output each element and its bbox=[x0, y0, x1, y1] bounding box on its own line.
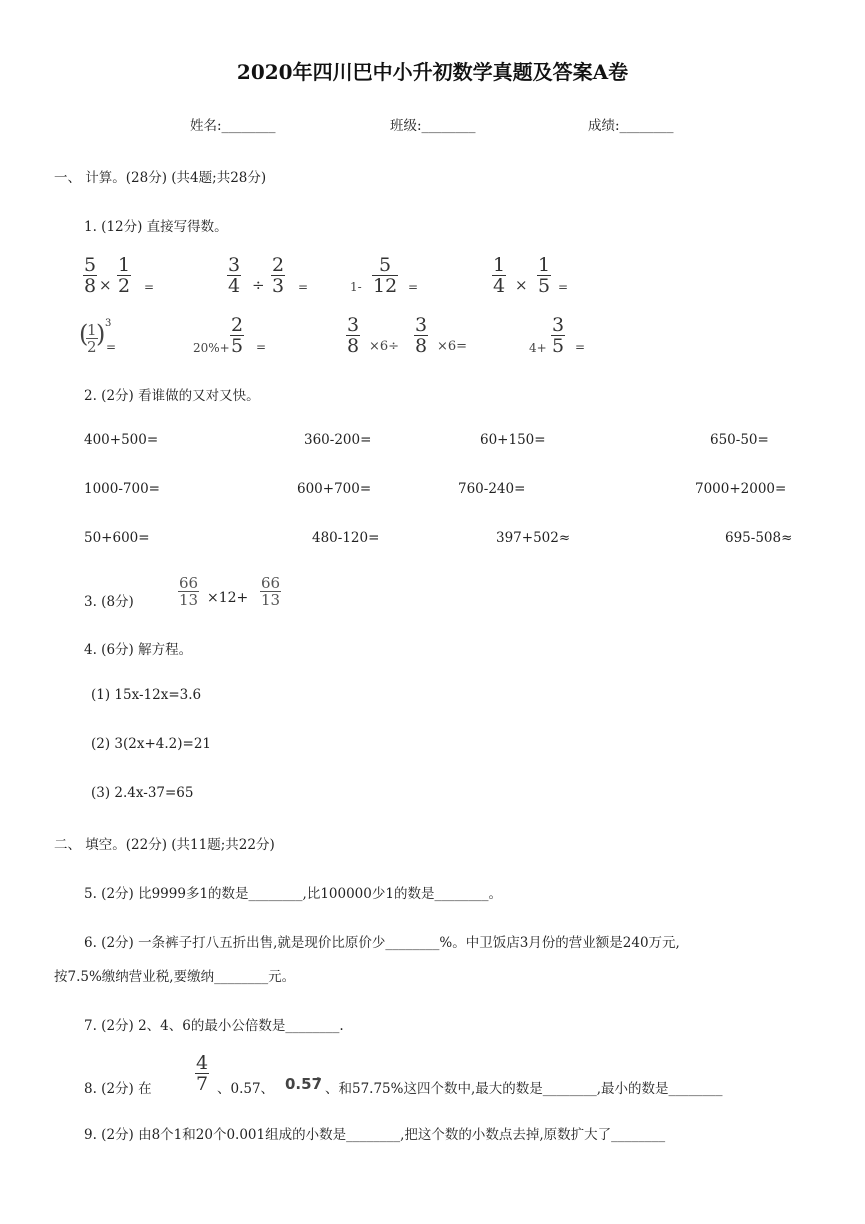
fraction: $\frac{1}{2}$ bbox=[118, 254, 131, 297]
question-1-label: 1. (12分) 直接写得数。 bbox=[84, 219, 228, 235]
equals: = bbox=[144, 280, 155, 294]
equals: = bbox=[106, 340, 117, 354]
open-paren: ( bbox=[79, 320, 89, 348]
equation-item: (2) 3(2x+4.2)=21 bbox=[91, 736, 212, 752]
question-8-mid: 、0.57、 bbox=[217, 1081, 275, 1097]
equation-item: (3) 2.4x-37=65 bbox=[91, 785, 194, 801]
equals: = bbox=[575, 340, 586, 354]
calc-item: 760-240= bbox=[458, 481, 526, 497]
calc-item: 397+502≈ bbox=[496, 530, 571, 546]
question-8-pre: 8. (2分) 在 bbox=[84, 1081, 152, 1097]
fraction: $\frac{2}{5}$ bbox=[231, 314, 244, 357]
fraction: $\frac{3}{5}$ bbox=[552, 314, 565, 357]
question-9: 9. (2分) 由8个1和20个0.001组成的小数是________,把这个数的小数点去掉,原数扩大了________ bbox=[84, 1127, 666, 1143]
operator: × bbox=[99, 276, 112, 294]
close-paren: ) bbox=[96, 320, 106, 348]
calc-item: 7000+2000= bbox=[695, 481, 787, 497]
question-6-line-1: 6. (2分) 一条裤子打八五折出售,就是现价比原价少________%。中卫饭店3月份的营业额是240万元, bbox=[84, 935, 680, 951]
fraction: $\frac{3}{8}$ bbox=[415, 314, 428, 357]
question-8-post: 、和57.75%这四个数中,最大的数是________,最小的数是________ bbox=[325, 1081, 723, 1097]
calc-item: 600+700= bbox=[297, 481, 372, 497]
question-3-label: 3. (8分) bbox=[84, 594, 134, 610]
equals: = bbox=[256, 340, 267, 354]
middle-operator: ×6÷ bbox=[369, 339, 400, 354]
fraction: $\frac{4}{7}$ bbox=[196, 1052, 209, 1095]
calc-item: 400+500= bbox=[84, 432, 159, 448]
section-2-header: 二、 填空。(22分) (共11题;共22分) bbox=[54, 837, 275, 853]
q3-operator: ×12+ bbox=[207, 590, 249, 606]
fraction: $\frac{66}{13}$ bbox=[179, 574, 199, 609]
calc-item: 695-508≈ bbox=[725, 530, 793, 546]
calc-item: 60+150= bbox=[480, 432, 546, 448]
fraction: $\frac{66}{13}$ bbox=[261, 574, 281, 609]
calc-item: 650-50= bbox=[710, 432, 769, 448]
calc-item: 50+600= bbox=[84, 530, 150, 546]
calc-item: 480-120= bbox=[312, 530, 380, 546]
fraction: $\frac{5}{12}$ bbox=[373, 254, 398, 297]
prefix: 1- bbox=[350, 280, 362, 294]
section-1-header: 一、 计算。(28分) (共4题;共28分) bbox=[54, 170, 267, 186]
score-field: 成绩:________ bbox=[588, 118, 674, 134]
question-5: 5. (2分) 比9999多1的数是________,比100000少1的数是________。 bbox=[84, 886, 502, 902]
question-7: 7. (2分) 2、4、6的最小公倍数是________. bbox=[84, 1018, 344, 1034]
equals: = bbox=[408, 280, 419, 294]
question-4-label: 4. (6分) 解方程。 bbox=[84, 642, 193, 658]
equals: = bbox=[298, 280, 309, 294]
fraction: $\frac{1}{4}$ bbox=[493, 254, 506, 297]
repeating-decimal: 0.57̇ bbox=[285, 1075, 323, 1093]
operator: × bbox=[515, 276, 528, 294]
fraction: $\frac{1}{5}$ bbox=[538, 254, 551, 297]
equation-item: (1) 15x-12x=3.6 bbox=[91, 687, 202, 703]
prefix: 20%+ bbox=[193, 341, 230, 355]
question-6-line-2: 按7.5%缴纳营业税,要缴纳________元。 bbox=[54, 969, 296, 985]
class-field: 班级:________ bbox=[390, 118, 476, 134]
exponent: 3 bbox=[105, 318, 112, 329]
question-2-label: 2. (2分) 看谁做的又对又快。 bbox=[84, 388, 260, 404]
prefix: 4+ bbox=[529, 341, 547, 355]
calc-item: 1000-700= bbox=[84, 481, 160, 497]
equals: = bbox=[558, 280, 569, 294]
fraction: $\frac{3}{8}$ bbox=[347, 314, 360, 357]
calc-item: 360-200= bbox=[304, 432, 372, 448]
postfix: ×6= bbox=[437, 339, 468, 354]
name-field: 姓名:________ bbox=[190, 118, 276, 134]
fraction: $\frac{1}{2}$ bbox=[87, 321, 97, 356]
page-title: 2020年四川巴中小升初数学真题及答案A卷 bbox=[236, 60, 629, 84]
fraction: $\frac{3}{4}$ bbox=[228, 254, 241, 297]
operator: ÷ bbox=[252, 276, 265, 294]
fraction: $\frac{5}{8}$ bbox=[84, 254, 97, 297]
fraction: $\frac{2}{3}$ bbox=[272, 254, 285, 297]
